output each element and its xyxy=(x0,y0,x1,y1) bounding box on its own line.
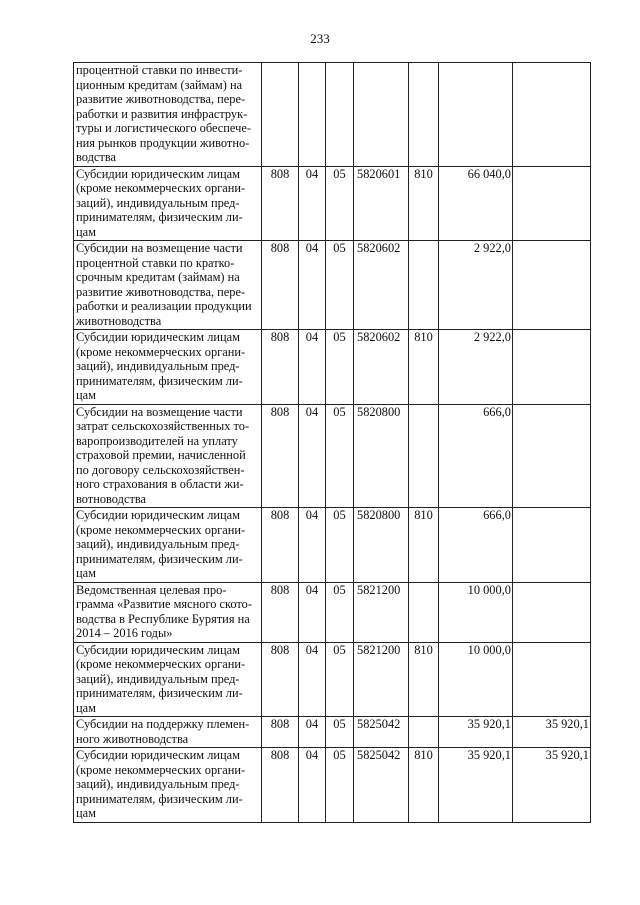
page-number: 233 xyxy=(310,31,330,46)
expense-type-code: 810 xyxy=(409,642,439,717)
section-code: 04 xyxy=(299,717,326,748)
row-name: Субсидии юридическим лицам (кроме некоммерческих органи- заций), индивидуальным пред- принимателям, физическим ли- цам xyxy=(74,642,262,717)
subsection-code: 05 xyxy=(326,748,354,823)
subsection-code: 05 xyxy=(326,508,354,583)
ministry-code xyxy=(262,63,299,167)
row-name: Субсидии на поддержку племен- ного животноводства xyxy=(74,717,262,748)
ministry-code: 808 xyxy=(262,582,299,642)
subsection-code xyxy=(326,63,354,167)
subsection-code: 05 xyxy=(326,717,354,748)
expense-type-code xyxy=(409,582,439,642)
target-article-code: 5820800 xyxy=(354,508,409,583)
expense-type-code xyxy=(409,717,439,748)
section-code: 04 xyxy=(299,748,326,823)
row-name: Субсидии юридическим лицам (кроме некоммерческих органи- заций), индивидуальным пред- принимателям, физическим ли- цам xyxy=(74,748,262,823)
row-name: Ведомственная целевая про- грамма «Развитие мясного ското- водства в Республике Бурятия на 2014 – 2016 годы» xyxy=(74,582,262,642)
table-row xyxy=(74,63,591,167)
subsection-code: 05 xyxy=(326,166,354,241)
amount-1: 10 000,0 xyxy=(439,642,513,717)
row-name: процентной ставки по инвести- ционным кредитам (займам) на развитие животноводства, пере- работки и развития инфраструк- туры и логистического обеспече- ния рынков продукции животно- водства xyxy=(74,63,262,167)
amount-1: 35 920,1 xyxy=(439,717,513,748)
amount-1: 2 922,0 xyxy=(439,330,513,405)
amount-1: 2 922,0 xyxy=(439,241,513,330)
amount-1: 35 920,1 xyxy=(439,748,513,823)
table-row xyxy=(74,404,591,508)
expense-type-code: 810 xyxy=(409,748,439,823)
amount-2 xyxy=(513,241,591,330)
budget-table xyxy=(73,62,591,823)
ministry-code: 808 xyxy=(262,748,299,823)
amount-1: 10 000,0 xyxy=(439,582,513,642)
amount-2: 35 920,1 xyxy=(513,717,591,748)
amount-1: 666,0 xyxy=(439,508,513,583)
subsection-code: 05 xyxy=(326,241,354,330)
section-code xyxy=(299,63,326,167)
amount-2 xyxy=(513,63,591,167)
target-article-code: 5820602 xyxy=(354,330,409,405)
expense-type-code: 810 xyxy=(409,330,439,405)
amount-2 xyxy=(513,166,591,241)
ministry-code: 808 xyxy=(262,166,299,241)
expense-type-code xyxy=(409,63,439,167)
ministry-code: 808 xyxy=(262,404,299,508)
target-article-code: 5820800 xyxy=(354,404,409,508)
target-article-code: 5821200 xyxy=(354,582,409,642)
table-row xyxy=(74,642,591,717)
table-row xyxy=(74,166,591,241)
expense-type-code: 810 xyxy=(409,166,439,241)
target-article-code: 5821200 xyxy=(354,642,409,717)
subsection-code: 05 xyxy=(326,642,354,717)
row-name: Субсидии на возмещение части процентной ставки по кратко- срочным кредитам (займам) на развитие животноводства, пере- работки и реализации продукции животноводства xyxy=(74,241,262,330)
section-code: 04 xyxy=(299,642,326,717)
ministry-code: 808 xyxy=(262,330,299,405)
section-code: 04 xyxy=(299,508,326,583)
ministry-code: 808 xyxy=(262,241,299,330)
amount-2 xyxy=(513,330,591,405)
row-name: Субсидии на возмещение части затрат сельскохозяйственных то- варопроизводителей на уплату страховой премии, начисленной по договору сельскохозяйствен- ного страхования в области жи- вотноводства xyxy=(74,404,262,508)
ministry-code: 808 xyxy=(262,508,299,583)
subsection-code: 05 xyxy=(326,582,354,642)
amount-1 xyxy=(439,63,513,167)
target-article-code: 5825042 xyxy=(354,748,409,823)
table-row xyxy=(74,508,591,583)
table-row xyxy=(74,748,591,823)
section-code: 04 xyxy=(299,166,326,241)
subsection-code: 05 xyxy=(326,404,354,508)
section-code: 04 xyxy=(299,330,326,405)
row-name: Субсидии юридическим лицам (кроме некоммерческих органи- заций), индивидуальным пред- принимателям, физическим ли- цам xyxy=(74,508,262,583)
table-row xyxy=(74,241,591,330)
amount-2 xyxy=(513,642,591,717)
amount-2 xyxy=(513,404,591,508)
subsection-code: 05 xyxy=(326,330,354,405)
amount-2 xyxy=(513,582,591,642)
target-article-code: 5820602 xyxy=(354,241,409,330)
ministry-code: 808 xyxy=(262,717,299,748)
table-row xyxy=(74,717,591,748)
row-name: Субсидии юридическим лицам (кроме некоммерческих органи- заций), индивидуальным пред- принимателям, физическим ли- цам xyxy=(74,330,262,405)
amount-2 xyxy=(513,508,591,583)
section-code: 04 xyxy=(299,404,326,508)
table-row xyxy=(74,582,591,642)
section-code: 04 xyxy=(299,241,326,330)
row-name: Субсидии юридическим лицам (кроме некоммерческих органи- заций), индивидуальным пред- принимателям, физическим ли- цам xyxy=(74,166,262,241)
expense-type-code xyxy=(409,404,439,508)
ministry-code: 808 xyxy=(262,642,299,717)
amount-2: 35 920,1 xyxy=(513,748,591,823)
section-code: 04 xyxy=(299,582,326,642)
target-article-code: 5820601 xyxy=(354,166,409,241)
expense-type-code xyxy=(409,241,439,330)
amount-1: 666,0 xyxy=(439,404,513,508)
expense-type-code: 810 xyxy=(409,508,439,583)
target-article-code xyxy=(354,63,409,167)
target-article-code: 5825042 xyxy=(354,717,409,748)
amount-1: 66 040,0 xyxy=(439,166,513,241)
table-row xyxy=(74,330,591,405)
